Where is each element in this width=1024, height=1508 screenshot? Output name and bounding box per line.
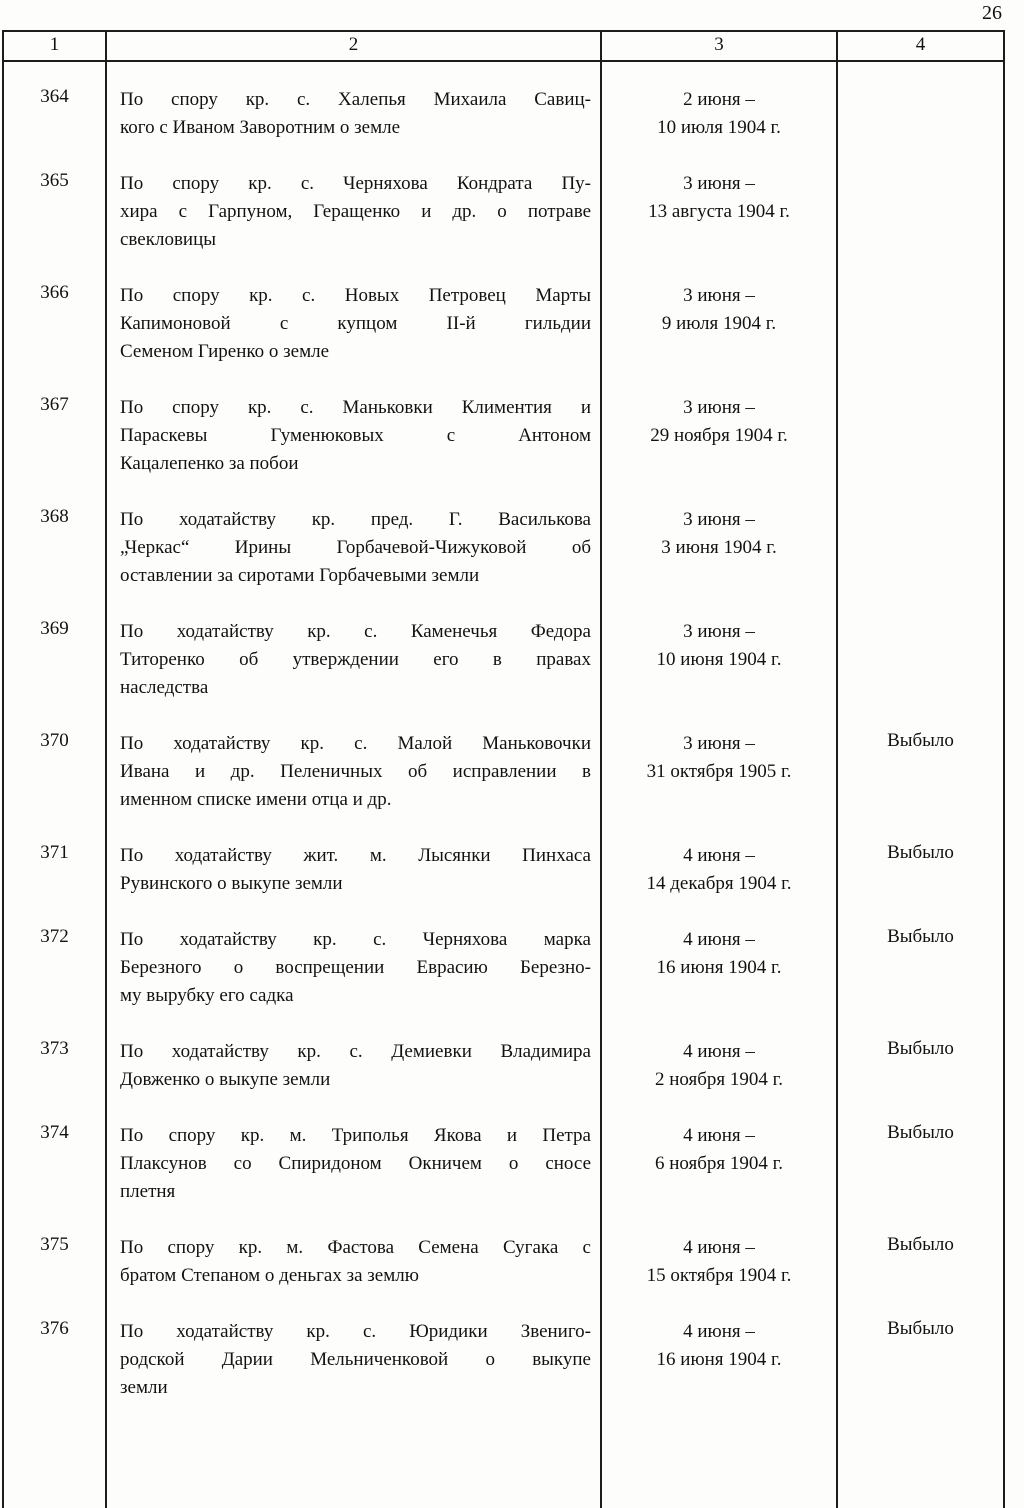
description-line: именном списке имени отца и др. bbox=[120, 789, 392, 810]
date-line: 4 июня – bbox=[683, 1237, 755, 1258]
case-status-cell bbox=[836, 1094, 1003, 1206]
case-number-cell bbox=[4, 590, 105, 702]
case-number: 369 bbox=[40, 618, 69, 639]
case-description-cell bbox=[105, 898, 600, 1010]
case-description-cell bbox=[105, 1010, 600, 1094]
description-line: По спору кр. м. Триполья Якова и Петра bbox=[120, 1125, 591, 1146]
table-row bbox=[4, 814, 1003, 898]
case-number-cell bbox=[4, 366, 105, 478]
column-header-4: 4 bbox=[836, 32, 1003, 60]
case-description-cell bbox=[105, 478, 600, 590]
date-line: 16 июня 1904 г. bbox=[656, 957, 782, 978]
case-number-cell bbox=[4, 814, 105, 898]
date-line: 13 августа 1904 г. bbox=[648, 201, 790, 222]
description-line: По ходатайству кр. с. Малой Маньковочки bbox=[120, 733, 591, 754]
date-line: 3 июня – bbox=[683, 509, 755, 530]
case-status-cell bbox=[836, 702, 1003, 814]
description-line: По ходатайству кр. пред. Г. Василькова bbox=[120, 509, 591, 530]
table-row bbox=[4, 366, 1003, 478]
date-line: 14 декабря 1904 г. bbox=[646, 873, 792, 894]
case-number-cell bbox=[4, 478, 105, 590]
case-number-cell bbox=[4, 142, 105, 254]
description-line: „Черкас“ Ирины Горбачевой-Чижуковой об bbox=[120, 537, 591, 558]
date-line: 4 июня – bbox=[683, 845, 755, 866]
description-line: Кацалепенко за побои bbox=[120, 453, 299, 474]
page-number: 26 bbox=[982, 2, 1002, 24]
case-dates-cell bbox=[600, 254, 836, 366]
date-line: 29 ноября 1904 г. bbox=[650, 425, 788, 446]
description-line: По спору кр. м. Фастова Семена Сугака с bbox=[120, 1237, 591, 1258]
case-description-cell bbox=[105, 366, 600, 478]
description-line: По ходатайству жит. м. Лысянки Пинхаса bbox=[120, 845, 591, 866]
case-number: 376 bbox=[40, 1318, 69, 1339]
date-line: 6 ноября 1904 г. bbox=[654, 1153, 784, 1174]
description-line: По спору кр. с. Новых Петровец Марты bbox=[120, 285, 591, 306]
table-row bbox=[4, 1206, 1003, 1290]
description-line: Довженко о выкупе земли bbox=[120, 1069, 331, 1090]
status-label: Выбыло bbox=[887, 730, 954, 751]
case-number: 372 bbox=[40, 926, 69, 947]
date-line: 4 июня – bbox=[683, 1041, 755, 1062]
description-line: По спору кр. с. Халепья Михаила Савиц- bbox=[120, 89, 591, 110]
status-label: Выбыло bbox=[887, 1234, 954, 1255]
date-line: 31 октября 1905 г. bbox=[646, 761, 792, 782]
description-line: наследства bbox=[120, 677, 209, 698]
case-description-cell bbox=[105, 590, 600, 702]
description-line: По спору кр. с. Черняхова Кондрата Пу- bbox=[120, 173, 591, 194]
table-row bbox=[4, 1094, 1003, 1206]
case-number-cell bbox=[4, 254, 105, 366]
column-header-1: 1 bbox=[49, 34, 60, 55]
case-dates-cell bbox=[600, 590, 836, 702]
column-header-2: 2 bbox=[105, 32, 600, 60]
description-line: хира с Гарпуном, Геращенко и др. о потраве bbox=[120, 201, 591, 222]
case-number: 370 bbox=[40, 730, 69, 751]
date-line: 4 июня – bbox=[683, 1125, 755, 1146]
register-table bbox=[2, 30, 1005, 1508]
case-number-cell bbox=[4, 62, 105, 142]
case-dates-cell bbox=[600, 814, 836, 898]
case-number: 374 bbox=[40, 1122, 69, 1143]
table-row bbox=[4, 62, 1003, 142]
description-line: По ходатайству кр. с. Каменечья Федора bbox=[120, 621, 591, 642]
case-number: 365 bbox=[40, 170, 69, 191]
date-line: 3 июня – bbox=[683, 733, 755, 754]
date-line: 4 июня – bbox=[683, 929, 755, 950]
case-dates-cell bbox=[600, 1094, 836, 1206]
date-line: 3 июня – bbox=[683, 285, 755, 306]
table-filler-row bbox=[4, 1402, 1003, 1508]
description-line: земли bbox=[120, 1377, 168, 1398]
description-line: му вырубку его садка bbox=[120, 985, 294, 1006]
description-line: свекловицы bbox=[120, 229, 217, 250]
case-description-cell bbox=[105, 62, 600, 142]
case-status-cell bbox=[836, 62, 1003, 142]
description-line: Рувинского о выкупе земли bbox=[120, 873, 343, 894]
case-number-cell bbox=[4, 1290, 105, 1402]
case-status-cell bbox=[836, 814, 1003, 898]
date-line: 3 июня – bbox=[683, 397, 755, 418]
case-number-cell bbox=[4, 1010, 105, 1094]
case-dates-cell bbox=[600, 1290, 836, 1402]
case-status-cell bbox=[836, 898, 1003, 1010]
date-line: 3 июня 1904 г. bbox=[661, 537, 777, 558]
case-dates-cell bbox=[600, 1206, 836, 1290]
date-line: 2 июня – bbox=[683, 89, 755, 110]
case-dates-cell bbox=[600, 478, 836, 590]
description-line: Параскевы Гуменюковых с Антоном bbox=[120, 425, 591, 446]
date-line: 3 июня – bbox=[683, 173, 755, 194]
table-row bbox=[4, 702, 1003, 814]
table-row bbox=[4, 1010, 1003, 1094]
column-header-3: 3 bbox=[600, 32, 836, 60]
case-description-cell bbox=[105, 1290, 600, 1402]
case-dates-cell bbox=[600, 1010, 836, 1094]
case-number-cell bbox=[4, 1206, 105, 1290]
case-dates-cell bbox=[600, 702, 836, 814]
case-status-cell bbox=[836, 1290, 1003, 1402]
description-line: Капимоновой с купцом II-й гильдии bbox=[120, 313, 591, 334]
table-row bbox=[4, 1290, 1003, 1402]
table-row bbox=[4, 478, 1003, 590]
description-line: По ходатайству кр. с. Юридики Звениго- bbox=[120, 1321, 591, 1342]
date-line: 15 октября 1904 г. bbox=[646, 1265, 792, 1286]
case-dates-cell bbox=[600, 62, 836, 142]
status-label: Выбыло bbox=[887, 1122, 954, 1143]
case-status-cell bbox=[836, 1206, 1003, 1290]
case-number: 366 bbox=[40, 282, 69, 303]
table-row bbox=[4, 898, 1003, 1010]
case-description-cell bbox=[105, 814, 600, 898]
description-line: оставлении за сиротами Горбачевыми земли bbox=[120, 565, 480, 586]
status-label: Выбыло bbox=[887, 842, 954, 863]
description-line: Семеном Гиренко о земле bbox=[120, 341, 330, 362]
table-header-row bbox=[4, 32, 1003, 62]
description-line: плетня bbox=[120, 1181, 176, 1202]
case-description-cell bbox=[105, 254, 600, 366]
date-line: 4 июня – bbox=[683, 1321, 755, 1342]
status-label: Выбыло bbox=[887, 1038, 954, 1059]
description-line: По спору кр. с. Маньковки Климентия и bbox=[120, 397, 591, 418]
description-line: Плаксунов со Спиридоном Окничем о сносе bbox=[120, 1153, 591, 1174]
case-number: 368 bbox=[40, 506, 69, 527]
case-status-cell bbox=[836, 478, 1003, 590]
table-row bbox=[4, 254, 1003, 366]
case-dates-cell bbox=[600, 366, 836, 478]
description-line: родской Дарии Мельниченковой о выкупе bbox=[120, 1349, 591, 1370]
case-description-cell bbox=[105, 1094, 600, 1206]
case-status-cell bbox=[836, 590, 1003, 702]
case-number-cell bbox=[4, 1094, 105, 1206]
status-label: Выбыло bbox=[887, 1318, 954, 1339]
description-line: кого с Иваном Заворотним о земле bbox=[120, 117, 401, 138]
case-dates-cell bbox=[600, 142, 836, 254]
description-line: братом Степаном о деньгах за землю bbox=[120, 1265, 419, 1286]
case-number-cell bbox=[4, 702, 105, 814]
case-description-cell bbox=[105, 142, 600, 254]
table-row bbox=[4, 590, 1003, 702]
case-number: 375 bbox=[40, 1234, 69, 1255]
case-status-cell bbox=[836, 142, 1003, 254]
date-line: 9 июля 1904 г. bbox=[661, 313, 777, 334]
table-row bbox=[4, 142, 1003, 254]
status-label: Выбыло bbox=[887, 926, 954, 947]
case-description-cell bbox=[105, 702, 600, 814]
date-line: 10 июля 1904 г. bbox=[657, 117, 781, 138]
case-number: 371 bbox=[40, 842, 69, 863]
case-number: 367 bbox=[40, 394, 69, 415]
case-status-cell bbox=[836, 366, 1003, 478]
date-line: 3 июня – bbox=[683, 621, 755, 642]
case-description-cell bbox=[105, 1206, 600, 1290]
date-line: 10 июня 1904 г. bbox=[656, 649, 782, 670]
case-dates-cell bbox=[600, 898, 836, 1010]
description-line: Титоренко об утверждении его в правах bbox=[120, 649, 591, 670]
description-line: По ходатайству кр. с. Черняхова марка bbox=[120, 929, 591, 950]
table-body bbox=[4, 62, 1003, 1402]
case-number-cell bbox=[4, 898, 105, 1010]
description-line: Березного о воспрещении Еврасию Березно- bbox=[120, 957, 591, 978]
description-line: По ходатайству кр. с. Демиевки Владимира bbox=[120, 1041, 591, 1062]
case-status-cell bbox=[836, 254, 1003, 366]
case-number: 364 bbox=[40, 86, 69, 107]
date-line: 16 июня 1904 г. bbox=[656, 1349, 782, 1370]
date-line: 2 ноября 1904 г. bbox=[654, 1069, 784, 1090]
case-status-cell bbox=[836, 1010, 1003, 1094]
description-line: Ивана и др. Пеленичных об исправлении в bbox=[120, 761, 591, 782]
case-number: 373 bbox=[40, 1038, 69, 1059]
